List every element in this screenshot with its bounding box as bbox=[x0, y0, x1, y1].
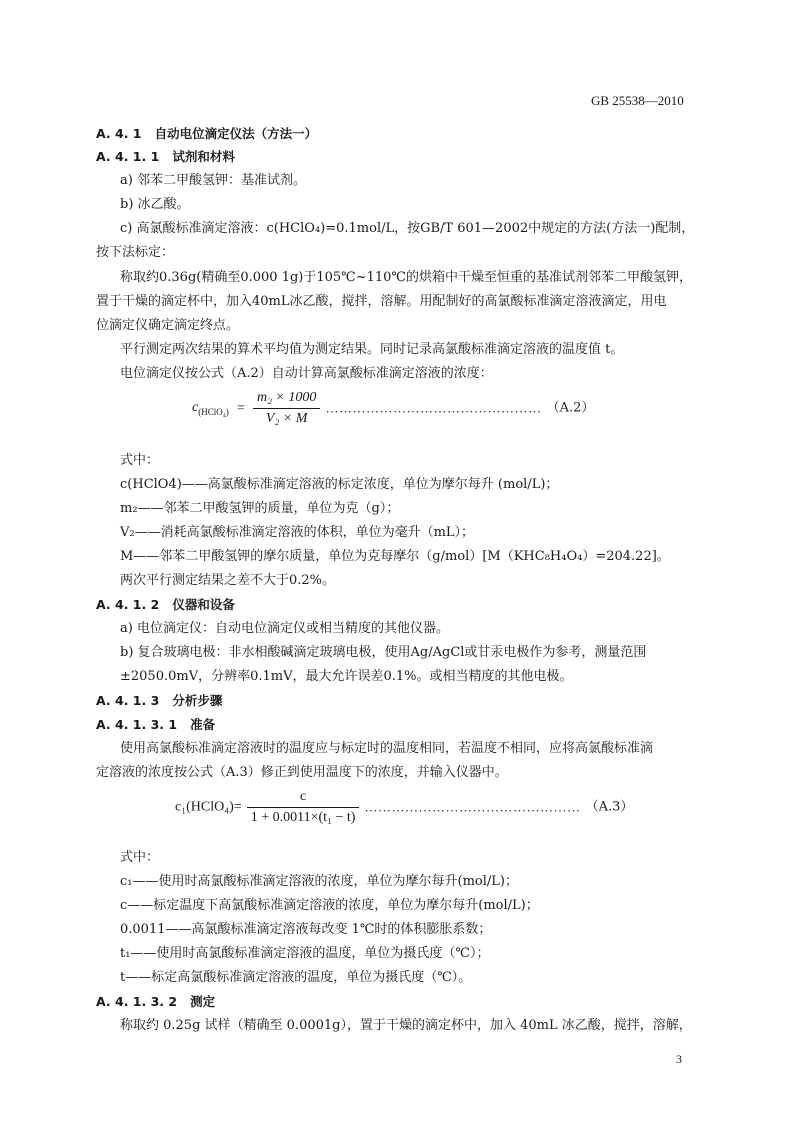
variable-m: M——邻苯二甲酸氢钾的摩尔质量，单位为克每摩尔（g/mol）[M（KHC₈H₄O₄）=204.22]。 bbox=[120, 549, 670, 564]
variable-c: c——标定温度下高氯酸标准滴定溶液的浓度，单位为摩尔每升(mol/L)； bbox=[120, 898, 539, 913]
difference-note: 两次平行测定结果之差不大于0.2%。 bbox=[120, 573, 336, 588]
formula-a3 bbox=[175, 789, 633, 826]
reagent-c: c) 高氯酸标准滴定溶液：c(HClO₄)=0.1mol/L，按GB/T 601—2002中规定的方法(方法一)配制， bbox=[120, 221, 695, 236]
formula-lhs: c₁(HClO₄)= bbox=[175, 799, 242, 815]
variable-m2: m₂——邻苯二甲酸氢钾的质量，单位为克（g）； bbox=[120, 501, 400, 516]
variable-c1: c₁——使用时高氯酸标准滴定溶液的浓度，单位为摩尔每升(mol/L)； bbox=[120, 874, 518, 889]
heading-a412 bbox=[96, 595, 235, 615]
where-label: 式中： bbox=[120, 850, 160, 865]
heading-a4131 bbox=[96, 715, 215, 735]
formula-leader-dots: ………………………………………… bbox=[364, 799, 581, 815]
formula-label: （A.2） bbox=[546, 400, 595, 416]
heading-title: 分析步骤 bbox=[172, 693, 223, 708]
calibration-formula-intro: 电位滴定仪按公式（A.2）自动计算高氯酸标准滴定溶液的浓度： bbox=[120, 366, 493, 381]
formula-equals: = bbox=[236, 400, 245, 416]
heading-a41 bbox=[96, 124, 317, 144]
reagent-a: a) 邻苯二甲酸氢钾：基准试剂。 bbox=[120, 173, 306, 188]
heading-number: A. 4. 1. 3 bbox=[96, 693, 160, 708]
formula-numerator: m₂ × 1000 bbox=[253, 390, 320, 409]
heading-a413 bbox=[96, 691, 222, 711]
measurement-line-1: 称取约 0.25g 试样（精确至 0.0001g），置于干燥的滴定杯中，加入 40mL 冰乙酸，搅拌，溶解， bbox=[120, 1018, 692, 1033]
variable-t1: t₁——使用时高氯酸标准滴定溶液的温度，单位为摄氏度（℃）； bbox=[120, 946, 490, 961]
reagent-b: b) 冰乙酸。 bbox=[120, 197, 190, 212]
heading-a4132 bbox=[96, 992, 215, 1012]
page-number: 3 bbox=[676, 1052, 682, 1066]
heading-number: A. 4. 1. 2 bbox=[96, 597, 160, 612]
preparation-line-2: 定溶液的浓度按公式（A.3）修正到使用温度下的浓度，并输入仪器中。 bbox=[96, 765, 508, 780]
formula-fraction bbox=[247, 789, 360, 826]
equipment-a: a) 电位滴定仪：自动电位滴定仪或相当精度的其他仪器。 bbox=[120, 621, 449, 636]
heading-title: 准备 bbox=[190, 717, 216, 732]
formula-numerator: c bbox=[247, 789, 360, 808]
variable-coefficient: 0.0011——高氯酸标准滴定溶液每改变 1℃时的体积膨胀系数； bbox=[120, 922, 492, 937]
heading-number: A. 4. 1. 1 bbox=[96, 149, 160, 164]
heading-number: A. 4. 1. 3. 1 bbox=[96, 717, 178, 732]
formula-lhs: $c_{(HClO_4)}$ bbox=[192, 400, 229, 417]
heading-a411 bbox=[96, 147, 235, 167]
formula-a2 bbox=[192, 390, 594, 427]
formula-leader-dots: ………………………………………… bbox=[325, 400, 542, 416]
variable-v2: V₂——消耗高氯酸标准滴定溶液的体积，单位为毫升（mL）； bbox=[120, 525, 475, 540]
formula-label: （A.3） bbox=[585, 799, 634, 815]
preparation-line-1: 使用高氯酸标准滴定溶液时的温度应与标定时的温度相同，若温度不相同，应将高氯酸标准滴 bbox=[120, 741, 654, 756]
heading-title: 仪器和设备 bbox=[172, 597, 235, 612]
heading-number: A. 4. 1. 3. 2 bbox=[96, 994, 178, 1009]
calibration-line-3: 位滴定仪确定滴定终点。 bbox=[96, 318, 240, 333]
heading-title: 自动电位滴定仪法（方法一） bbox=[154, 126, 318, 141]
calibration-line-1: 称取约0.36g(精确至0.000 1g)于105℃~110℃的烘箱中干燥至恒重的基准试剂邻苯二甲酸氢钾， bbox=[120, 270, 692, 285]
equipment-b: b) 复合玻璃电极：非水相酸碱滴定玻璃电极，使用Ag/AgCl或甘汞电极作为参考，测量范围 bbox=[120, 645, 647, 660]
formula-lhs-subscript: (HClO₄) bbox=[198, 406, 229, 417]
heading-title: 测定 bbox=[190, 994, 216, 1009]
calibration-line-2: 置于干燥的滴定杯中，加入40mL冰乙酸，搅拌，溶解。用配制好的高氯酸标准滴定溶液滴定，用电 bbox=[96, 294, 667, 309]
calibration-average: 平行测定两次结果的算术平均值为测定结果。同时记录高氯酸标准滴定溶液的温度值 t。 bbox=[120, 342, 624, 357]
reagent-c-continued: 按下法标定： bbox=[96, 245, 175, 260]
standard-number: GB 25538—2010 bbox=[591, 93, 684, 108]
variable-t: t——标定高氯酸标准滴定溶液的温度，单位为摄氏度（℃）。 bbox=[120, 970, 472, 985]
variable-c-hclo4: c(HClO4)——高氯酸标准滴定溶液的标定浓度，单位为摩尔每升 (mol/L)； bbox=[120, 477, 559, 492]
formula-denominator: V₂ × M bbox=[265, 411, 308, 426]
heading-title: 试剂和材料 bbox=[172, 149, 235, 164]
formula-fraction bbox=[253, 390, 320, 427]
equipment-b-continued: ±2050.0mV，分辨率0.1mV，最大允许误差0.1%。或相当精度的其他电极。 bbox=[120, 669, 573, 684]
where-label: 式中： bbox=[120, 453, 160, 468]
heading-number: A. 4. 1 bbox=[96, 126, 142, 141]
formula-denominator: 1 + 0.0011×(t₁ − t) bbox=[250, 810, 356, 825]
